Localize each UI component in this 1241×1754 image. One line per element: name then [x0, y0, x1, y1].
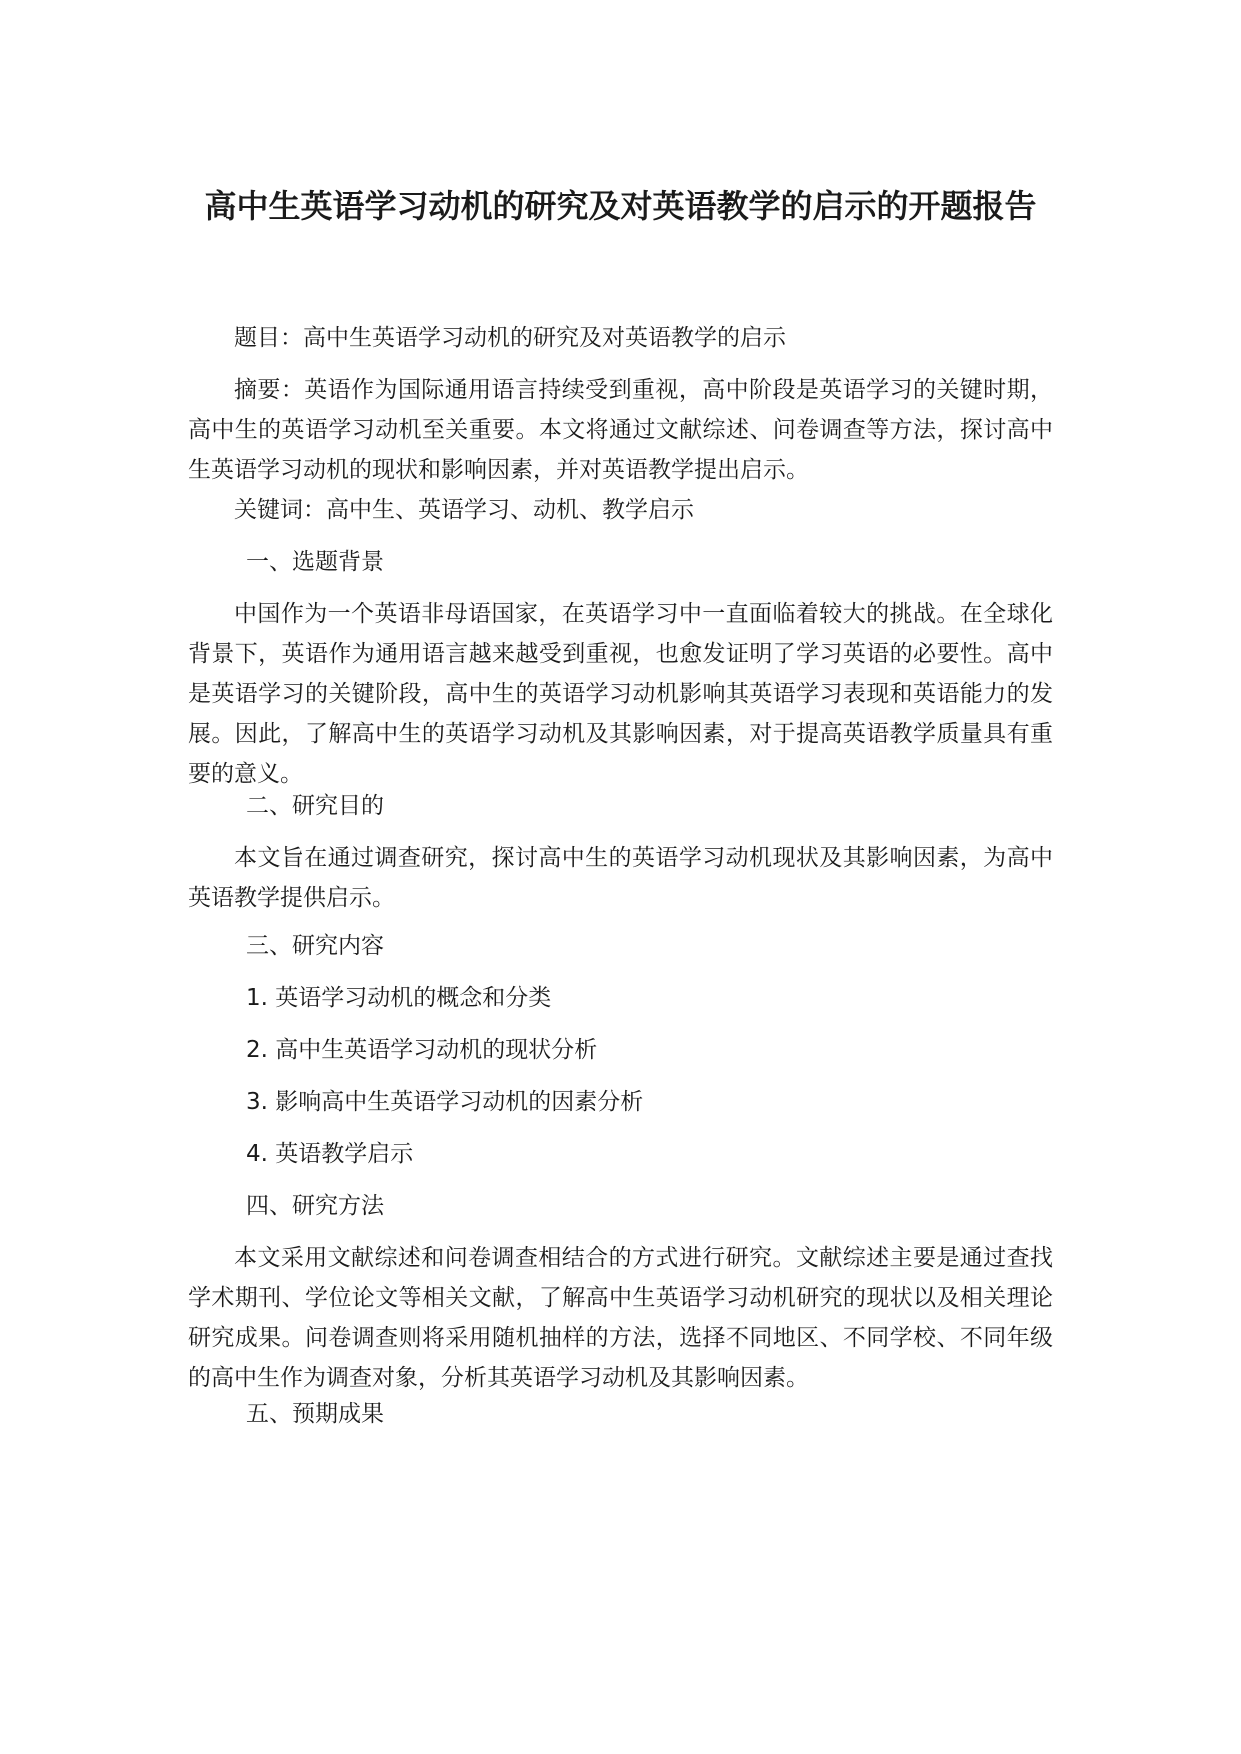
document-title: 高中生英语学习动机的研究及对英语教学的启示的开题报告	[204, 187, 1037, 225]
list-item: 2. 高中生英语学习动机的现状分析	[246, 1037, 598, 1063]
keywords-line: 关键词：高中生、英语学习、动机、教学启示	[234, 497, 694, 523]
topic-line: 题目：高中生英语学习动机的研究及对英语教学的启示	[234, 325, 786, 351]
section-heading-method: 四、研究方法	[246, 1193, 384, 1219]
list-item: 4. 英语教学启示	[246, 1141, 414, 1167]
section-body-background: 中国作为一个英语非母语国家，在英语学习中一直面临着较大的挑战。在全球化背景下，英语作为通用语言越来越受到重视，也愈发证明了学习英语的必要性。高中是英语学习的关键阶段，高中生的英语学习动机影响其英语学习表现和英语能力的发展。因此，了解高中生的英语学习动机及其影响因素，对于提高英语教学质量具有重要的意义。	[188, 601, 1053, 787]
section-heading-expected-results: 五、预期成果	[246, 1401, 384, 1427]
section-heading-background: 一、选题背景	[246, 549, 384, 575]
abstract-paragraph: 摘要：英语作为国际通用语言持续受到重视，高中阶段是英语学习的关键时期，高中生的英语学习动机至关重要。本文将通过文献综述、问卷调查等方法，探讨高中生英语学习动机的现状和影响因素，并对英语教学提出启示。	[188, 377, 1053, 483]
list-item: 3. 影响高中生英语学习动机的因素分析	[246, 1089, 644, 1115]
section-heading-content: 三、研究内容	[246, 933, 384, 959]
list-item: 1. 英语学习动机的概念和分类	[246, 985, 552, 1011]
section-body-method: 本文采用文献综述和问卷调查相结合的方式进行研究。文献综述主要是通过查找学术期刊、学位论文等相关文献，了解高中生英语学习动机研究的现状以及相关理论研究成果。问卷调查则将采用随机抽样的方法，选择不同地区、不同学校、不同年级的高中生作为调查对象，分析其英语学习动机及其影响因素。	[188, 1245, 1053, 1391]
section-heading-purpose: 二、研究目的	[246, 793, 384, 819]
section-body-purpose: 本文旨在通过调查研究，探讨高中生的英语学习动机现状及其影响因素，为高中英语教学提供启示。	[188, 845, 1053, 911]
